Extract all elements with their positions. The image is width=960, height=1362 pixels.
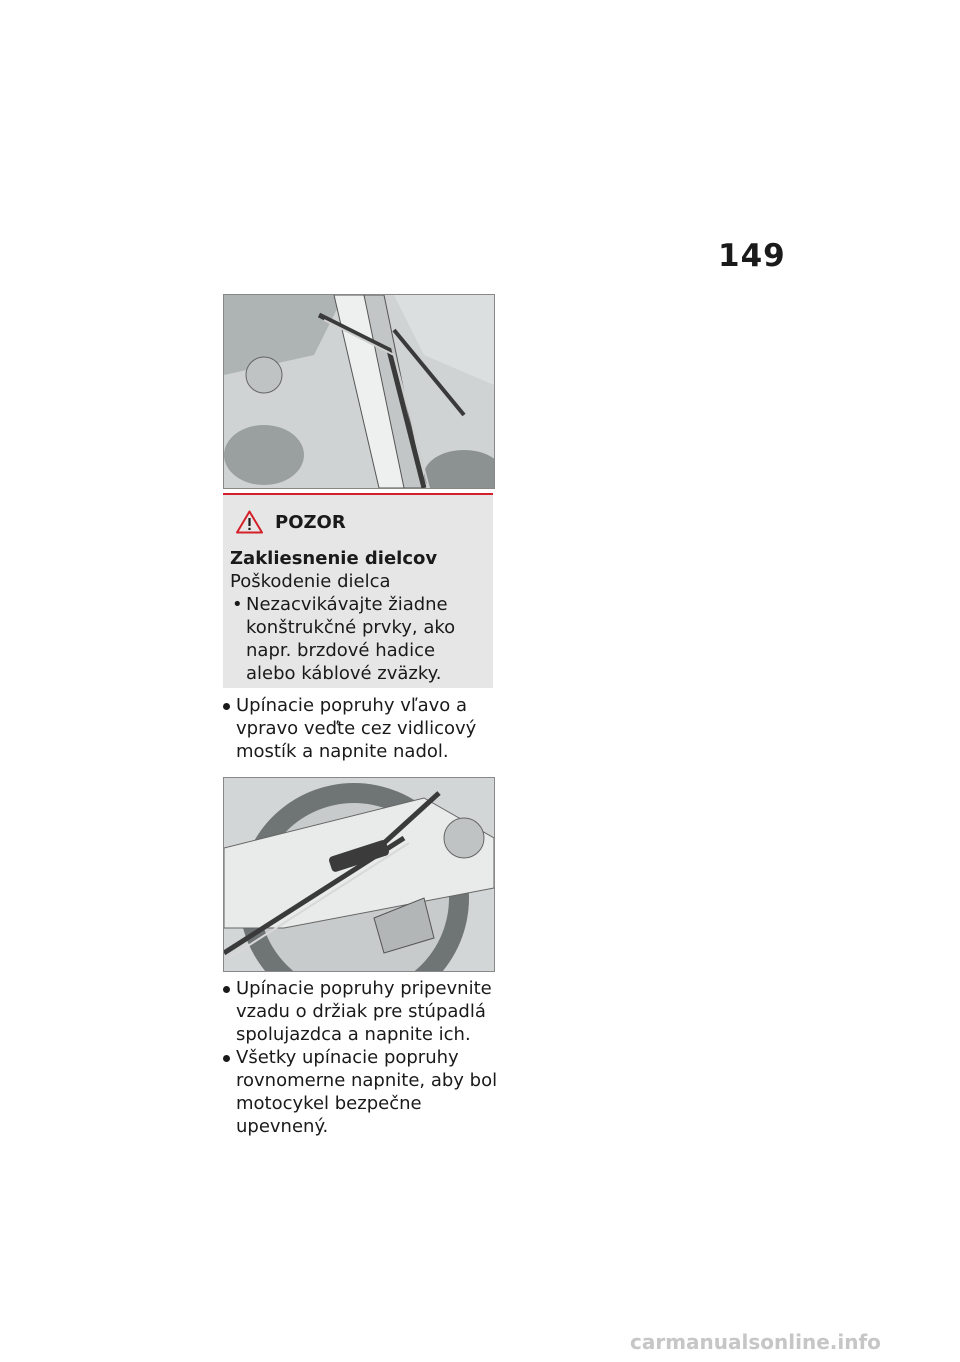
instruction-list-1 — [223, 694, 498, 763]
rear-footrest-strap-drawing — [224, 778, 494, 971]
warning-title: POZOR — [275, 511, 346, 533]
warning-bullet: • Nezacvikávajte žiadne konštrukčné prvky, ako napr. brzdové hadice alebo káblové zväzky. — [230, 593, 485, 685]
instruction-item: Všetky upínacie popruhy rovnomerne napnite, aby bol motocykel bezpečne upevnený. — [223, 1046, 498, 1138]
warning-header — [236, 509, 485, 535]
front-fork-strap-illustration — [223, 294, 495, 489]
instruction-item: Upínacie popruhy pripevnite vzadu o držiak pre stúpadlá spolujazdca a napnite ich. — [223, 977, 498, 1046]
warning-triangle-icon — [236, 510, 263, 534]
watermark: carmanualsonline.info — [630, 1330, 881, 1354]
front-fork-strap-drawing — [224, 295, 494, 488]
warning-box — [223, 493, 493, 688]
rear-footrest-strap-illustration — [223, 777, 495, 972]
page-number: 149 — [718, 238, 786, 274]
instruction-item: Upínacie popruhy vľavo a vpravo veďte cez vidlicový mostík a napnite nadol. — [223, 694, 498, 763]
warning-subject: Zakliesnenie dielcov — [230, 548, 438, 569]
warning-consequence: Poškodenie dielca — [230, 571, 391, 592]
instruction-list-2 — [223, 977, 498, 1138]
